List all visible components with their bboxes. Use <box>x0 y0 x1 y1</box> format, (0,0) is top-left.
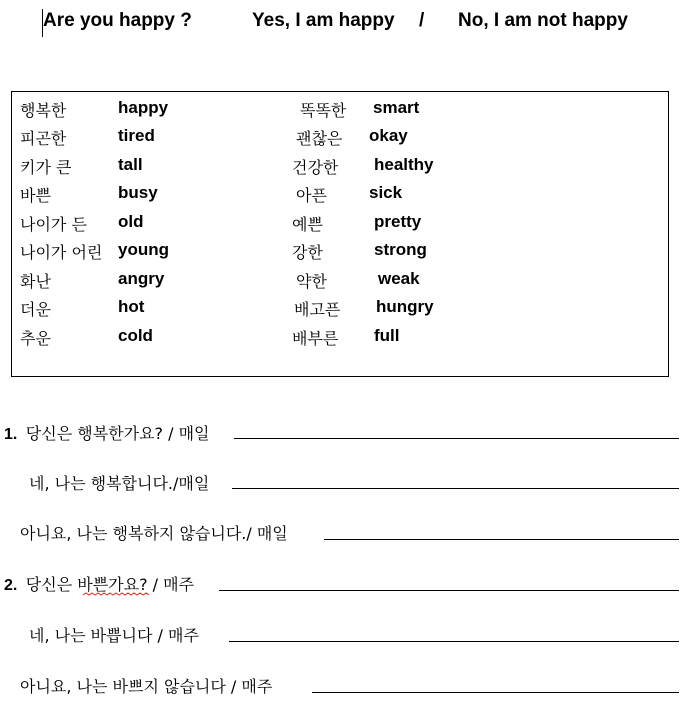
vocab-row <box>12 126 668 150</box>
vocab-korean: 나이가 어린 <box>20 243 103 262</box>
answer-line[interactable] <box>219 590 679 591</box>
vocab-english: cold <box>118 326 153 345</box>
exercise-no-text: 아니요, 나는 바쁘지 않습니다 / 매주 <box>20 677 273 696</box>
exercise-number: 2. <box>4 577 18 594</box>
vocab-english: weak <box>378 269 420 288</box>
vocab-korean: 더운 <box>20 300 51 319</box>
vocab-row <box>12 98 668 122</box>
exercise-1-yes <box>29 471 209 494</box>
vocab-english: smart <box>373 98 420 117</box>
vocab-row <box>12 155 668 179</box>
header-no-answer: No, I am not happy <box>458 10 628 31</box>
answer-line[interactable] <box>232 488 679 489</box>
exercise-2-no <box>20 674 272 697</box>
vocab-english: angry <box>118 269 165 288</box>
vocab-korean: 피곤한 <box>20 129 67 148</box>
vocab-row <box>12 326 668 350</box>
vocab-korean: 행복한 <box>20 101 67 120</box>
vocab-english: tired <box>118 126 155 145</box>
vocab-english: hungry <box>376 297 434 316</box>
vocab-english: tall <box>118 155 143 174</box>
exercise-question-text: 당신은 바쁜가요? / 매주 <box>25 575 195 594</box>
answer-line[interactable] <box>312 692 679 693</box>
vocab-korean: 배고픈 <box>294 300 341 319</box>
answer-line[interactable] <box>324 539 679 540</box>
vocab-row <box>12 269 668 293</box>
vocab-korean: 강한 <box>292 243 323 262</box>
header-separator: / <box>419 10 425 31</box>
exercise-number: 1. <box>4 426 18 443</box>
vocab-english: young <box>118 240 169 259</box>
vocab-korean: 배부른 <box>292 329 339 348</box>
vocab-english: okay <box>369 126 408 145</box>
vocab-korean: 예쁜 <box>292 215 323 234</box>
vocab-korean: 괜찮은 <box>296 129 343 148</box>
vocab-english: sick <box>369 183 403 202</box>
vocab-korean: 추운 <box>20 329 51 348</box>
vocab-korean: 키가 큰 <box>20 158 72 177</box>
vocab-english: busy <box>118 183 158 202</box>
exercise-2-yes <box>29 623 199 646</box>
vocab-row <box>12 297 668 321</box>
exercise-no-text: 아니요, 나는 행복하지 않습니다./ 매일 <box>20 524 288 543</box>
vocab-english: hot <box>118 297 145 316</box>
vocab-row <box>12 212 668 236</box>
vocab-korean: 화난 <box>20 272 51 291</box>
header-question: Are you happy ? <box>43 10 192 31</box>
header-yes-answer: Yes, I am happy <box>252 10 395 31</box>
vocab-english: strong <box>374 240 427 259</box>
vocab-english: happy <box>118 98 169 117</box>
vocab-korean: 약한 <box>296 272 327 291</box>
spellcheck-underline <box>83 592 149 596</box>
vocab-korean: 바쁜 <box>20 186 51 205</box>
exercise-yes-text: 네, 나는 바쁩니다 / 매주 <box>29 626 199 645</box>
answer-line[interactable] <box>234 438 679 439</box>
vocab-english: pretty <box>374 212 422 231</box>
vocabulary-table <box>11 91 669 377</box>
vocab-row <box>12 240 668 264</box>
answer-line[interactable] <box>229 641 679 642</box>
exercise-yes-text: 네, 나는 행복합니다./매일 <box>29 474 210 493</box>
vocab-english: old <box>118 212 144 231</box>
vocab-english: healthy <box>374 155 434 174</box>
vocab-korean: 나이가 든 <box>20 215 87 234</box>
exercise-1-no <box>20 521 288 544</box>
vocab-row <box>12 183 668 207</box>
vocab-english: full <box>374 326 400 345</box>
exercise-question-text: 당신은 행복한가요? / 매일 <box>25 424 210 443</box>
vocab-korean: 아픈 <box>296 186 327 205</box>
vocab-korean: 똑똑한 <box>300 101 347 120</box>
exercise-1-question <box>4 421 210 444</box>
vocab-korean: 건강한 <box>292 158 339 177</box>
